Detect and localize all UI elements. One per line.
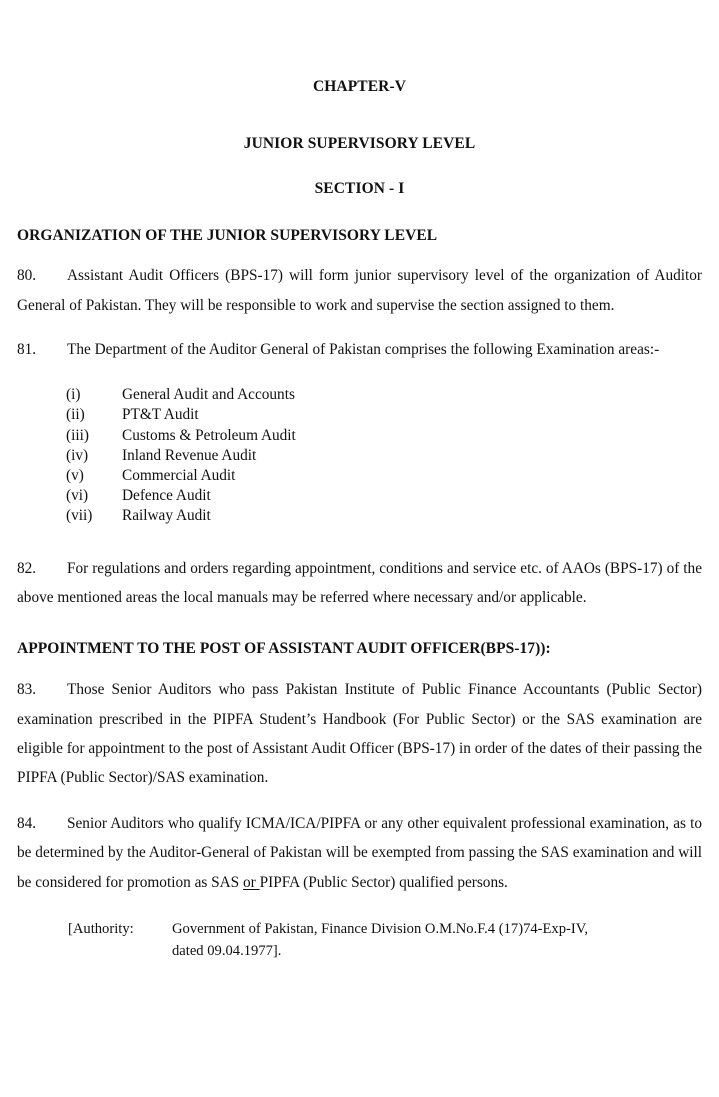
paragraph-83-number: 83. xyxy=(17,681,37,699)
paragraph-81-number: 81. xyxy=(17,340,37,358)
paragraph-80-text: Assistant Audit Officers (BPS-17) will form junior supervisory level of the organization of Auditor General of Pakistan. They will be responsible to work and supervise the section assigned to them. xyxy=(17,267,702,314)
list-item-label: Customs & Petroleum Audit xyxy=(122,426,296,444)
chapter-title: CHAPTER-V xyxy=(312,78,407,95)
paragraph-84-text-before: Senior Auditors who qualify ICMA/ICA/PIPFA or any other equivalent professional examination, as to be determined by the Auditor-General of Pakistan will be exempted from passing the SAS examination and will be considered for promotion as SAS xyxy=(17,814,702,891)
authority-line-2: dated 09.04.1977]. xyxy=(172,942,282,959)
paragraph-84-underlined-or: or xyxy=(243,873,260,891)
list-item-label: General Audit and Accounts xyxy=(122,386,295,404)
list-item-label: PT&T Audit xyxy=(122,406,199,424)
authority-line-1: Government of Pakistan, Finance Division O.M.No.F.4 (17)74-Exp-IV, xyxy=(172,921,589,938)
appointment-heading: APPOINTMENT TO THE POST OF ASSISTANT AUDIT OFFICER(BPS-17)): xyxy=(17,639,551,657)
list-item-numeral: (iii) xyxy=(66,426,89,444)
paragraph-82-text: For regulations and orders regarding appointment, conditions and service etc. of AAOs (BPS-17) of the above mentioned areas the local manuals may be referred where necessary and/or applicable. xyxy=(17,560,702,607)
paragraph-80 xyxy=(17,261,702,320)
examination-areas-list xyxy=(17,385,702,526)
list-item-numeral: (ii) xyxy=(66,406,85,424)
list-item xyxy=(17,506,702,526)
level-title: JUNIOR SUPERVISORY LEVEL xyxy=(243,134,476,152)
paragraph-83-text: Those Senior Auditors who pass Pakistan Institute of Public Finance Accountants (Public Sector) examination prescribed in the PIPFA Student’s Handbook (For Public Sector) or the SAS examination are eligible for appointment to the post of Assistant Audit Officer (BPS-17) in order of the dates of their passing the PIPFA (Public Sector)/SAS examination. xyxy=(17,681,702,787)
paragraph-84 xyxy=(17,809,702,897)
list-item-numeral: (vi) xyxy=(66,486,89,504)
list-item xyxy=(17,486,702,506)
list-item xyxy=(17,385,702,405)
authority-first-line xyxy=(68,919,668,941)
list-item-label: Railway Audit xyxy=(122,506,211,524)
organization-heading: ORGANIZATION OF THE JUNIOR SUPERVISORY LEVEL xyxy=(17,226,438,244)
list-item xyxy=(17,446,702,466)
list-item xyxy=(17,466,702,486)
paragraph-82 xyxy=(17,554,702,613)
paragraph-80-number: 80. xyxy=(17,267,37,285)
list-item xyxy=(17,426,702,446)
list-item-numeral: (vii) xyxy=(66,506,93,524)
list-item-numeral: (v) xyxy=(66,466,84,484)
list-item-numeral: (i) xyxy=(66,386,81,404)
authority-label: [Authority: xyxy=(68,921,134,938)
authority-block xyxy=(68,919,668,962)
list-item-numeral: (iv) xyxy=(66,446,89,464)
paragraph-83 xyxy=(17,675,702,793)
list-item-label: Inland Revenue Audit xyxy=(122,446,257,464)
list-item-label: Commercial Audit xyxy=(122,466,236,484)
paragraph-81 xyxy=(17,335,702,364)
paragraph-81-text: The Department of the Auditor General of Pakistan comprises the following Examination areas:- xyxy=(67,340,660,358)
paragraph-84-text-after: PIPFA (Public Sector) qualified persons. xyxy=(259,873,508,891)
section-title: SECTION - I xyxy=(314,180,405,198)
list-item xyxy=(17,405,702,425)
paragraph-84-number: 84. xyxy=(17,814,37,832)
paragraph-82-number: 82. xyxy=(17,560,37,578)
list-item-label: Defence Audit xyxy=(122,486,211,504)
document-content xyxy=(17,0,702,962)
